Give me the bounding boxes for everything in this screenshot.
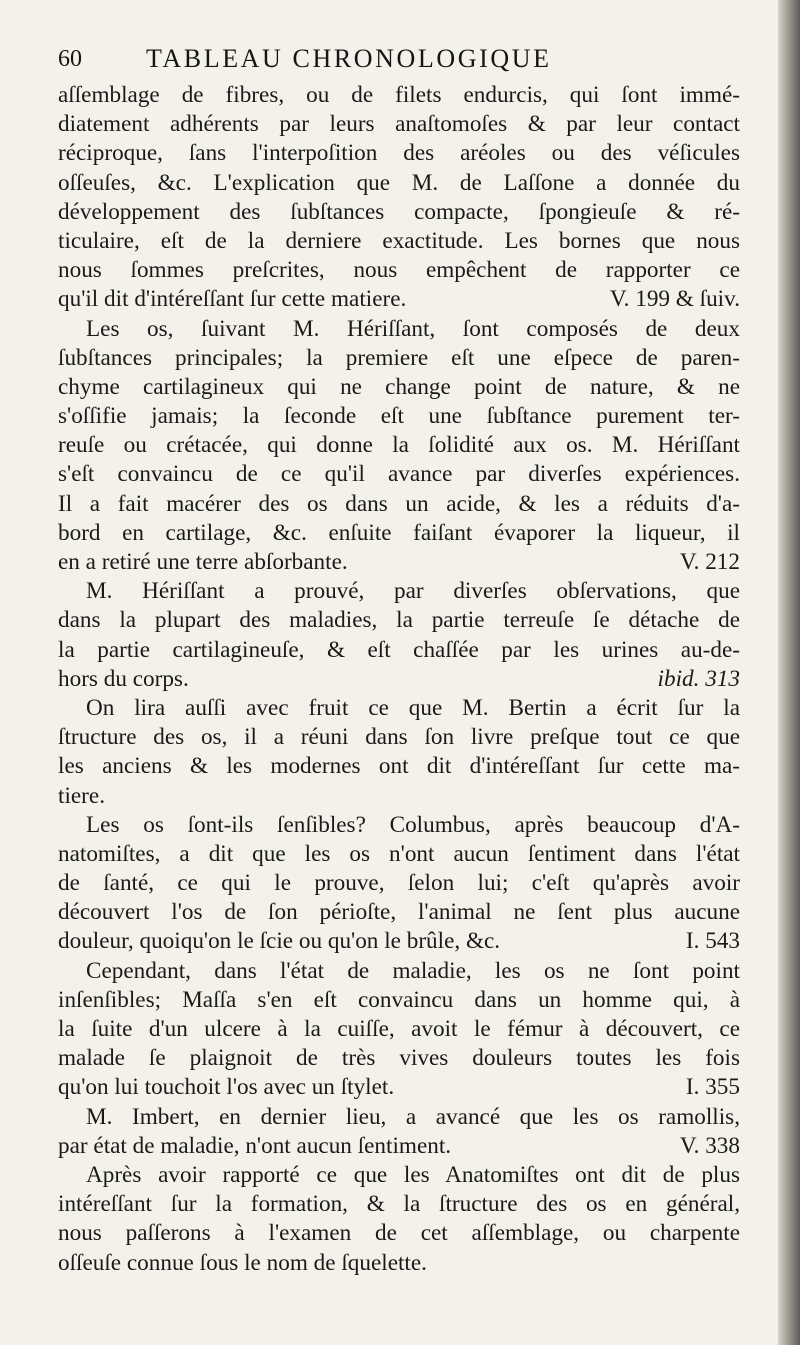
text-line: malade ſe plaignoit de très vives douleurs toutes les fois — [58, 1045, 740, 1072]
text-line: natomiſtes, a dit que les os n'ont aucun ſentiment dans l'état — [58, 840, 740, 867]
paragraph — [58, 315, 740, 578]
text-line: dans la plupart des maladies, la partie terreuſe ſe détache de — [58, 607, 740, 634]
volume-page-reference: V. 338 — [679, 1132, 740, 1159]
volume-page-reference: V. 199 & ſuiv. — [609, 286, 740, 313]
text-line: On lira auſſi avec fruit ce que M. Bertin a écrit ſur la — [86, 694, 740, 721]
text-line: Les os ſont-ils ſenſibles? Columbus, après beaucoup d'A- — [86, 811, 740, 838]
text-line-with-reference — [58, 1132, 740, 1161]
text-line: Il a fait macérer des os dans un acide, & les a réduits d'a- — [58, 490, 740, 517]
text-line: par état de maladie, n'ont aucun ſentiment. — [58, 1132, 452, 1159]
volume-page-reference: I. 355 — [685, 1074, 740, 1101]
text-line: hors du corps. — [58, 665, 189, 692]
text-line: diatement adhérents par leurs anaſtomoſes & par leur contact — [58, 111, 740, 138]
page-edge-shadow — [778, 0, 800, 1345]
paragraph — [58, 81, 740, 315]
text-line: nous ſommes preſcrites, nous empêchent de rapporter ce — [58, 257, 740, 284]
text-line: en a retiré une terre abſorbante. — [58, 549, 348, 575]
text-line: ſtructure des os, il a réuni dans ſon livre preſque tout ce que — [58, 724, 740, 751]
text-line: qu'on lui touchoit l'os avec un ſtylet. — [58, 1074, 395, 1101]
text-line: tiere. — [58, 782, 105, 809]
text-line: aſſemblage de fibres, ou de filets endurcis, qui ſont immé- — [58, 82, 740, 108]
text-line-with-reference — [58, 548, 740, 577]
text-line: développement des ſubſtances compacte, ſpongieuſe & ré- — [58, 198, 740, 225]
volume-page-reference: I. 543 — [685, 928, 740, 955]
text-line: M. Hériſſant a prouvé, par diverſes obſervations, que — [86, 578, 740, 605]
body-text — [58, 81, 740, 1278]
text-line: Cependant, dans l'état de maladie, les os ne ſont point — [86, 957, 740, 984]
text-line-with-reference — [58, 1073, 740, 1102]
paragraph — [58, 1103, 740, 1161]
text-line: la ſuite d'un ulcere à la cuiſſe, avoit le fémur à découvert, ce — [58, 1016, 740, 1042]
running-title: TABLEAU CHRONOLOGIQUE — [146, 44, 552, 73]
text-line: Les os, ſuivant M. Hériſſant, ſont composés de deux — [86, 315, 740, 342]
text-line-with-reference — [58, 285, 740, 314]
text-line: bord en cartilage, &c. enſuite faiſant évaporer la liqueur, il — [58, 519, 740, 546]
text-line: douleur, quoiqu'on le ſcie ou qu'on le brûle, &c. — [58, 928, 501, 955]
text-line: de ſanté, ce qui le prouve, ſelon lui; c'eſt qu'après avoir — [58, 870, 740, 897]
text-line: réciproque, ſans l'interpoſition des aréoles ou des véſicules — [58, 140, 740, 167]
text-line: ſubſtances principales; la premiere eſt une eſpece de paren- — [58, 344, 740, 371]
volume-page-reference: ibid. 313 — [657, 665, 740, 692]
paragraph — [58, 811, 740, 957]
text-line: intéreſſant ſur la formation, & la ſtructure des os en général, — [58, 1191, 740, 1218]
text-line: découvert l'os de ſon périoſte, l'animal ne ſent plus aucune — [58, 899, 740, 926]
paragraph — [58, 1161, 740, 1278]
paragraph — [58, 957, 740, 1103]
text-line: ticulaire, eſt de la derniere exactitude. Les bornes que nous — [58, 227, 740, 254]
text-line: s'oſſifie jamais; la ſeconde eſt une ſubſtance purement ter- — [58, 403, 740, 430]
text-line: s'eſt convaincu de ce qu'il avance par diverſes expériences. — [58, 461, 740, 488]
text-line: les anciens & les modernes ont dit d'intéreſſant ſur cette ma- — [58, 753, 740, 780]
text-line: la partie cartilagineuſe, & eſt chaſſée par les urines au-de- — [58, 636, 740, 663]
page-header — [58, 44, 758, 78]
page-number: 60 — [58, 46, 82, 72]
text-line: oſſeuſe connue ſous le nom de ſquelette. — [58, 1249, 427, 1276]
text-line: chyme cartilagineux qui ne change point de nature, & ne — [58, 373, 740, 400]
text-line: Après avoir rapporté ce que les Anatomiſtes ont dit de plus — [86, 1161, 740, 1188]
volume-page-reference: V. 212 — [679, 549, 740, 575]
text-line: inſenſibles; Maſſa s'en eſt convaincu dans un homme qui, à — [58, 986, 740, 1013]
text-line: M. Imbert, en dernier lieu, a avancé que les os ramollis, — [86, 1103, 740, 1130]
paragraph — [58, 577, 740, 694]
paragraph — [58, 694, 740, 811]
text-line-with-reference — [58, 927, 740, 956]
text-line: reuſe ou crétacée, qui donne la ſolidité aux os. M. Hériſſant — [58, 432, 740, 459]
text-line: qu'il dit d'intéreſſant ſur cette matiere. — [58, 286, 407, 313]
text-line: oſſeuſes, &c. L'explication que M. de Laſſone a donnée du — [58, 169, 740, 196]
text-line: nous paſſerons à l'examen de cet aſſemblage, ou charpente — [58, 1220, 740, 1247]
text-line-with-reference — [58, 665, 740, 694]
